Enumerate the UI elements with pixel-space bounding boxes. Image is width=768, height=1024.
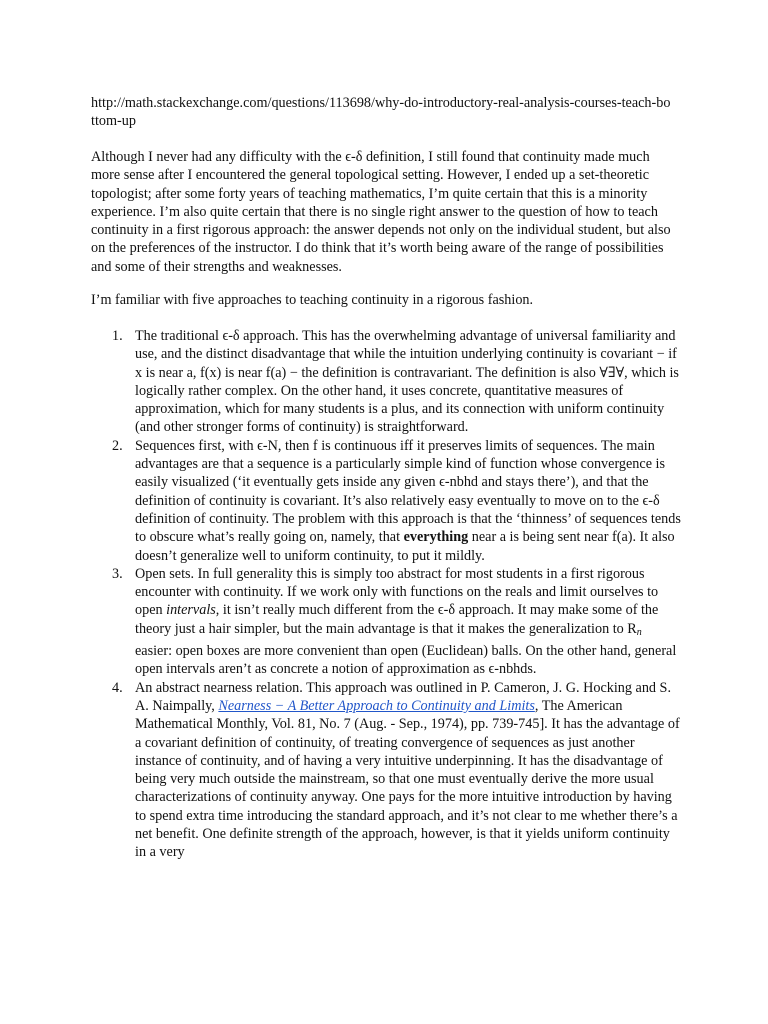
list-number: 4. [112,679,123,696]
list-item [91,437,681,565]
list-item-text: Sequences first, with ϵ-N, then f is continuous iff it preserves limits of sequences. The main advantages are that a sequence is a particularly simple kind of function whose convergence is easily visualized (‘it eventually gets inside any given ϵ-nbhd and stays there’), and that the definition of continuity is covariant. It’s also relatively easy eventually to move on to the ϵ-δ definition of continuity. The problem with this approach is that the ‘thinness’ of sequences tends to obscure what’s really going on, namely, that [135,437,681,546]
subscript-n: n [636,626,642,638]
bold-word: everything [403,529,469,546]
list-item-text: The traditional ϵ-δ approach. This has the overwhelming advantage of universal familiarity and use, and the distinct disadvantage that while the intuition underlying continuity is covariant − if x is near a, f(x) is near f(a) − the definition is contravariant. The definition is also ∀∃∀, which is logically rather complex. On the other hand, it uses concrete, quantitative measures of approximation, which for many students is a plus, and its connection with uniform continuity (and other stronger forms of continuity) is straightforward. [135,328,679,436]
list-item-text: An abstract nearness relation. This approach was outlined in P. Cameron, J. G. Hocking and S. A. Naimpally, [135,679,671,714]
approaches-list [91,327,681,862]
list-item [91,679,681,862]
approaches-intro: I’m familiar with five approaches to teaching continuity in a rigorous fashion. [91,292,534,308]
list-number: 2. [112,437,123,454]
list-item [91,565,681,679]
intro-paragraph: Although I never had any difficulty with the ϵ-δ definition, I still found that continuity made much more sense after I encountered the general topological setting. However, I ended up a set-theoretic topologist; after some forty years of teaching mathematics, I’m quite certain that this is a minority experience. I’m also quite certain that there is no single right answer to the question of how to teach continuity in a first rigorous approach: the answer depends not only on the individual student, but also on the preferences of the instructor. I do think that it’s worth being aware of the range of possibilities and some of their strengths and weaknesses. [91,149,671,275]
nearness-paper-link[interactable]: Nearness − A Better Approach to Continuity and Limits [218,697,535,714]
italic-word: intervals [166,602,216,619]
list-item-text: near a is being sent near f(a). It also doesn’t generalize well to uniform continuity, to put it mildly. [135,529,675,564]
list-number: 3. [112,565,123,582]
list-item-text: , The American Mathematical Monthly, Vol. 81, No. 7 (Aug. - Sep., 1974), pp. 739-745]. It has the advantage of a covariant definition of continuity, of treating convergence of sequences as just another instance of continuity, and of having a very intuitive underpinning. It has the disadvantage of being very much outside the mainstream, so that one must eventually derive the more usual characterizations of continuity anyway. One pays for the more intuitive introduction by having to spend extra time introducing the standard approach, and it’s not clear to me whether there’s a net benefit. One definite strength of the approach, however, is that it yields uniform continuity in a very [135,697,680,861]
source-url: http://math.stackexchange.com/questions/113698/why-do-introductory-real-analysis-courses-teach-bottom-up [91,95,671,130]
list-item [91,327,681,437]
list-item-text: easier: open boxes are more convenient than open (Euclidean) balls. On the other hand, general open intervals aren’t as concrete a notion of approximation as ϵ-nbhds. [135,643,677,678]
list-item-text: , it isn’t really much different from the ϵ-δ approach. It may make some of the theory just a hair simpler, but the main advantage is that it makes the generalization to R [135,602,659,637]
list-number: 1. [112,328,123,344]
list-item-text: Open sets. In full generality this is simply too abstract for most students in a first rigorous encounter with continuity. If we work only with functions on the reals and limit ourselves to open [135,565,659,619]
